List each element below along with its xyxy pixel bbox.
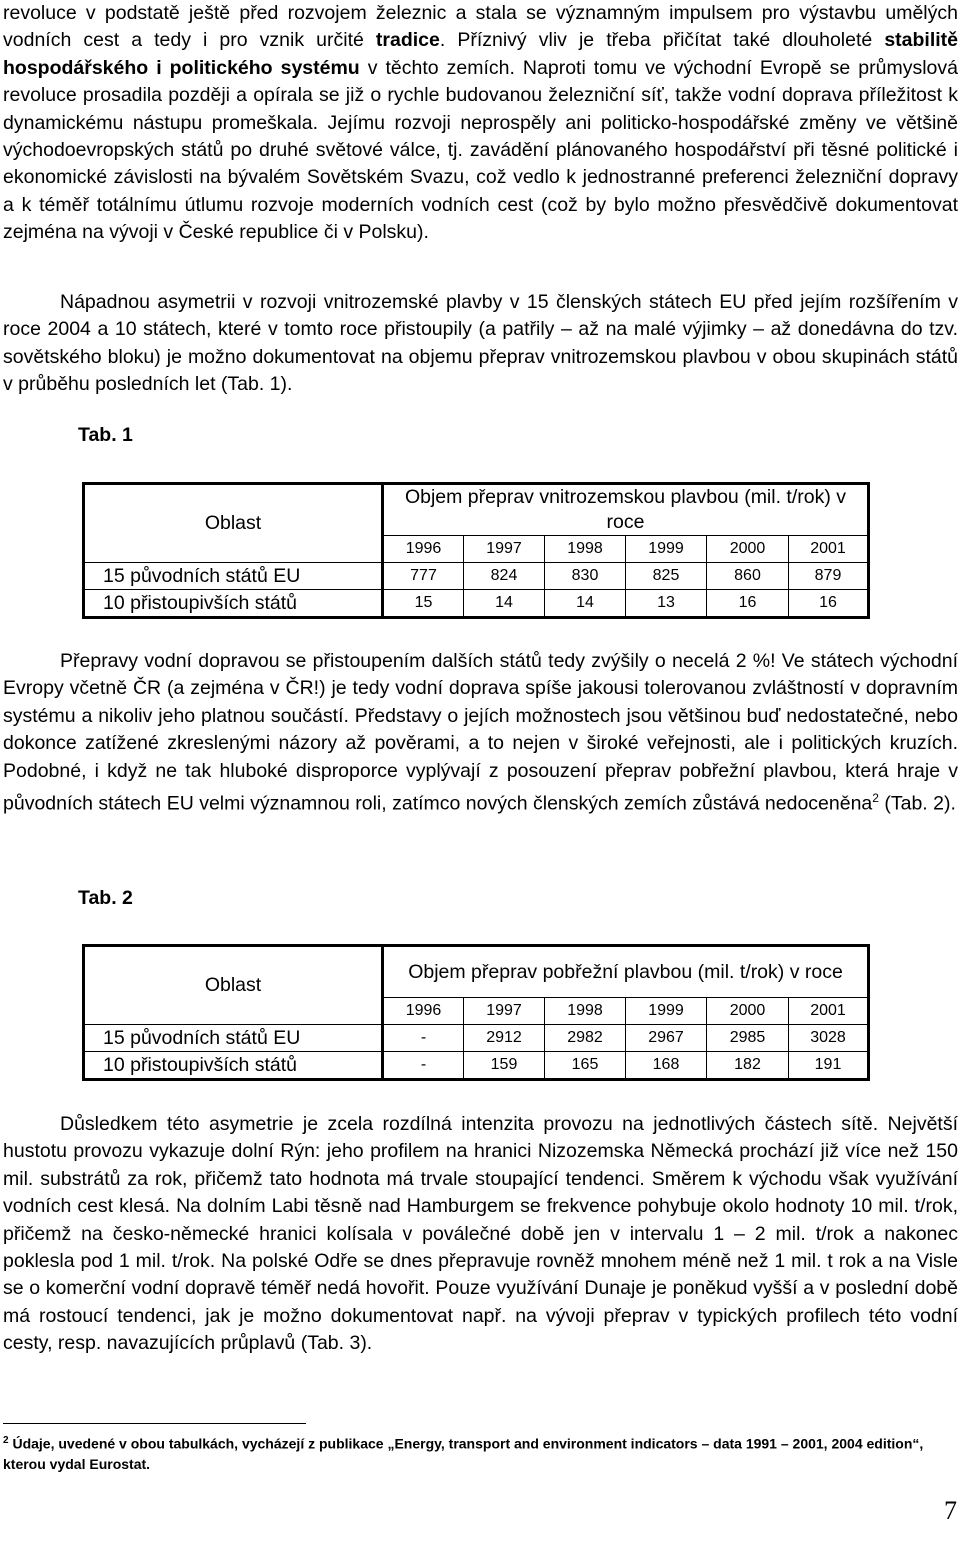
table-2-label: Tab. 2: [78, 887, 133, 909]
value-cell: 14: [464, 590, 545, 618]
value-cell: 2982: [545, 1025, 626, 1052]
year-cell: 1998: [545, 536, 626, 563]
region-cell: 15 původních států EU: [84, 1025, 383, 1052]
year-cell: 1997: [464, 536, 545, 563]
table-2: [82, 944, 870, 1081]
value-cell: 879: [789, 563, 869, 590]
region-cell: 15 původních států EU: [84, 563, 383, 590]
volume-heading: Objem přeprav pobřežní plavbou (mil. t/rok) v roce: [383, 946, 869, 998]
table-1: [82, 482, 870, 619]
value-cell: 159: [464, 1052, 545, 1080]
region-cell: 10 přistoupivších států: [84, 590, 383, 618]
value-cell: 2985: [707, 1025, 789, 1052]
paragraph-1: revoluce v podstatě ještě před rozvojem železnic a stala se významným impulsem pro výstavbu umělých vodních cest a tedy i pro vznik určité tradice. Příznivý vliv je třeba přičítat také dlouholeté stabilitě hospodářského i politického systému v těchto zemích. Naproti tomu ve východní Evropě se průmyslová revoluce prosadila později a opírala se již o rychle budovanou železniční síť, takže vodní doprava příležitost k dynamickému nástupu promeškala. Jejímu rozvoji neprospěly ani politicko-hospodářské změny ve většině východoevropských států po druhé světové válce, tj. zavádění plánovaného hospodářství při těsné politické i ekonomické závislosti na bývalém Sovětském Svazu, což vedlo k jednostranné preferenci železniční dopravy a k téměř totálnímu útlumu rozvoje moderních vodních cest (což by bylo možno přesvědčivě dokumentovat zejména na vývoji v České republice či v Polsku).: [3, 2, 958, 244]
year-cell: 1999: [626, 998, 707, 1025]
footnote: $^2$ Údaje, uvedené v obou tabulkách, vycházejí z publikace „Energy, transport and environment indicators – data 1991 – 2001, 2004 edition“, kterou vydal Eurostat.: [3, 1435, 924, 1472]
oblast-header: Oblast: [84, 484, 383, 563]
value-cell: 16: [789, 590, 869, 618]
year-cell: 2001: [789, 998, 869, 1025]
table-1-label: Tab. 1: [78, 424, 133, 446]
value-cell: 13: [626, 590, 707, 618]
value-cell: 824: [464, 563, 545, 590]
value-cell: 3028: [789, 1025, 869, 1052]
value-cell: -: [383, 1025, 464, 1052]
value-cell: 830: [545, 563, 626, 590]
table-row: [84, 563, 869, 590]
year-cell: 1997: [464, 998, 545, 1025]
year-cell: 1996: [383, 998, 464, 1025]
value-cell: -: [383, 1052, 464, 1080]
value-cell: 2912: [464, 1025, 545, 1052]
table-row: [84, 1025, 869, 1052]
year-cell: 1996: [383, 536, 464, 563]
region-cell: 10 přistoupivších států: [84, 1052, 383, 1080]
value-cell: 860: [707, 563, 789, 590]
year-cell: 2000: [707, 536, 789, 563]
value-cell: 825: [626, 563, 707, 590]
value-cell: 165: [545, 1052, 626, 1080]
oblast-header: Oblast: [84, 946, 383, 1025]
volume-heading: Objem přeprav vnitrozemskou plavbou (mil. t/rok) v roce: [383, 484, 869, 536]
value-cell: 182: [707, 1052, 789, 1080]
footnote-mark: 2: [3, 1435, 9, 1446]
year-cell: 1999: [626, 536, 707, 563]
value-cell: 15: [383, 590, 464, 618]
page-number: 7: [944, 1496, 957, 1525]
value-cell: 16: [707, 590, 789, 618]
year-cell: 2000: [707, 998, 789, 1025]
year-cell: 1998: [545, 998, 626, 1025]
paragraph-4: Důsledkem této asymetrie je zcela rozdílná intenzita provozu na jednotlivých částech sítě. Největší hustotu provozu vykazuje dolní Rýn: jeho profilem na hranici Nizozemska Německá prochází již více než 150 mil. substrátů za rok, přičemž tato hodnota má trvale stoupající tendenci. Směrem k východu však využívání vodních cest klesá. Na dolním Labi těsně nad Hamburgem se frekvence pohybuje okolo hodnoty 10 mil. t/rok, přičemž na česko-německé hranici kolísala v poválečné době jen v intervalu 1 – 2 mil. t/rok a nakonec poklesla pod 1 mil. t/rok. Na polské Odře se dnes přepravuje rovněž mnohem méně než 1 mil. t rok a na Visle se o komerční vodní dopravě téměř nedá hovořit. Pouze využívání Dunaje je poněkud vyšší a v poslední době má rostoucí tendenci, jak je možno dokumentovat např. na vývoji přeprav v typických profilech této vodní cesty, resp. navazujících průplavů (Tab. 3).: [3, 1113, 958, 1355]
value-cell: 777: [383, 563, 464, 590]
table-row: [84, 1052, 869, 1080]
year-cell: 2001: [789, 536, 869, 563]
value-cell: 191: [789, 1052, 869, 1080]
footnote-divider: [3, 1423, 306, 1424]
value-cell: 2967: [626, 1025, 707, 1052]
value-cell: 168: [626, 1052, 707, 1080]
paragraph-2: Nápadnou asymetrii v rozvoji vnitrozemské plavby v 15 členských státech EU před jejím rozšířením v roce 2004 a 10 státech, které v tomto roce přistoupily (a patřily – až na malé výjimky – až donedávna do tzv. sovětského bloku) je možno dokumentovat na objemu přeprav vnitrozemskou plavbou v obou skupinách států v průběhu posledních let (Tab. 1).: [3, 291, 958, 396]
value-cell: 14: [545, 590, 626, 618]
paragraph-3: Přepravy vodní dopravou se přistoupením dalších států tedy zvýšily o necelá 2 %! Ve státech východní Evropy včetně ČR (a zejména v ČR!) je tedy vodní doprava spíše jakousi tolerovanou zvláštností v dopravním systému a nikoliv jeho platnou součástí. Představy o jejích možnostech jsou většinou buď nedostatečné, nebo dokonce zatížené zkreslenými názory až pověrami, a to nejen v široké veřejnosti, ale i politických kruzích. Podobné, i když ne tak hluboké disproporce vyplývají z posouzení přeprav pobřežní plavbou, která hraje v původních státech EU velmi významnou roli, zatímco nových členských zemích zůstává nedoceněna$^2$ (Tab. 2).: [3, 650, 958, 815]
table-row: [84, 590, 869, 618]
